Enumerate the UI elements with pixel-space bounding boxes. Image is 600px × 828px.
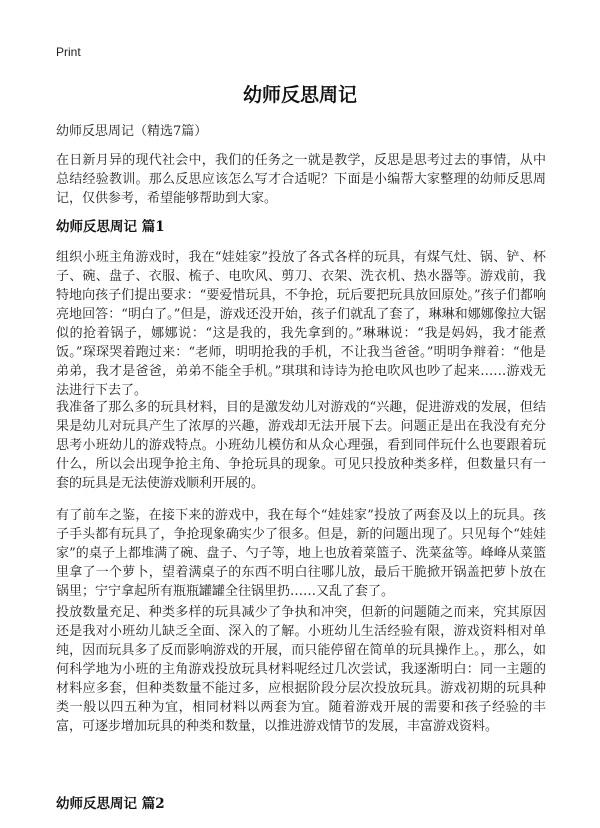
section-1-paragraph-1: 组织小班主角游戏时，我在“娃娃家”投放了各式各样的玩具，有煤气灶、锅、铲、杯子、碗、盘子、衣服、梳子、电吹风、剪刀、衣架、洗衣机、热水器等。游戏前，我特地向孩子们提出要求：“要爱惜玩具，不争抢，玩后要把玩具放回原处。”孩子们都响亮地回答：“明白了。”但是，游戏还没开始，孩子们就乱了套了，琳琳和娜娜像拉大锯似的抢着锅子，娜娜说：“这是我的，我先拿到的。”琳琳说：“我是妈妈，我才能煮饭。”琛琛哭着跑过来：“老师，明明抢我的手机，不让我当爸爸。”明明争辩着：“他是弟弟，我才是爸爸，弟弟不能全手机。”琪琪和诗诗为抢电吹风也吵了起来……游戏无法进行下去了。 [56, 250, 546, 398]
section-heading-1: 幼师反思周记 篇1 [56, 219, 165, 235]
print-link[interactable]: Print [56, 45, 81, 59]
section-1-paragraph-4: 投放数量充足、种类多样的玩具减少了争执和冲突，但新的问题随之而来，究其原因还是我对小班幼儿缺乏全面、深入的了解。小班幼儿生活经验有限，游戏资料相对单纯，因而玩具多了反而影响游戏的开展，而只能停留在简单的玩具操作上。，那么，如何科学地为小班的主角游戏投放玩具材料呢经过几次尝试，我逐渐明白：同一主题的材料应多套，但种类数量不能过多，应根据阶段分层次投放玩具。游戏初期的玩具种类一般以四五种为宜，相同材料以两套为宜。随着游戏开展的需要和孩子经验的丰富，可逐步增加玩具的种类和数量，以推进游戏情节的发展，丰富游戏资料。 [56, 605, 546, 734]
document-subtitle: 幼师反思周记（精选7篇） [56, 124, 208, 139]
section-1-paragraph-3: 有了前车之鉴，在接下来的游戏中，我在每个“娃娃家”投放了两套及以上的玩具。孩子手头都有玩具了，争抢现象确实少了很多。但是，新的问题出现了。只见每个“娃娃家”的桌子上都堆满了碗、盘子、勺子等，地上也放着菜篮子、洗菜盆等。峰峰从菜篮里拿了一个萝卜，望着满桌子的东西不明白往哪儿放，最后干脆掀开锅盖把萝卜放在锅里；宁宁拿起所有瓶瓶罐罐全往锅里扔……又乱了套了。 [56, 508, 546, 599]
intro-paragraph: 在日新月异的现代社会中，我们的任务之一就是教学，反思是思考过去的事情，从中总结经验教训。那么反思应该怎么写才合适呢？下面是小编帮大家整理的幼师反思周记，仅供参考，希望能够帮助到大家。 [56, 153, 546, 206]
page-title: 幼师反思周记 [242, 84, 357, 106]
section-1-paragraph-2: 我准备了那么多的玩具材料，目的是激发幼儿对游戏的“兴趣，促进游戏的发展，但结果是幼儿对玩具产生了浓厚的兴趣，游戏却无法开展下去。问题正是出在我没有充分思考小班幼儿的游戏特点。小班幼儿模仿和从众心理强，看到同伴玩什么也要跟着玩什么，所以会出现争抢主角、争抢玩具的现象。可见只投放种类多样，但数量只有一套的玩具是无法使游戏顺利开展的。 [56, 400, 546, 491]
section-heading-2: 幼师反思周记 篇2 [56, 796, 165, 812]
